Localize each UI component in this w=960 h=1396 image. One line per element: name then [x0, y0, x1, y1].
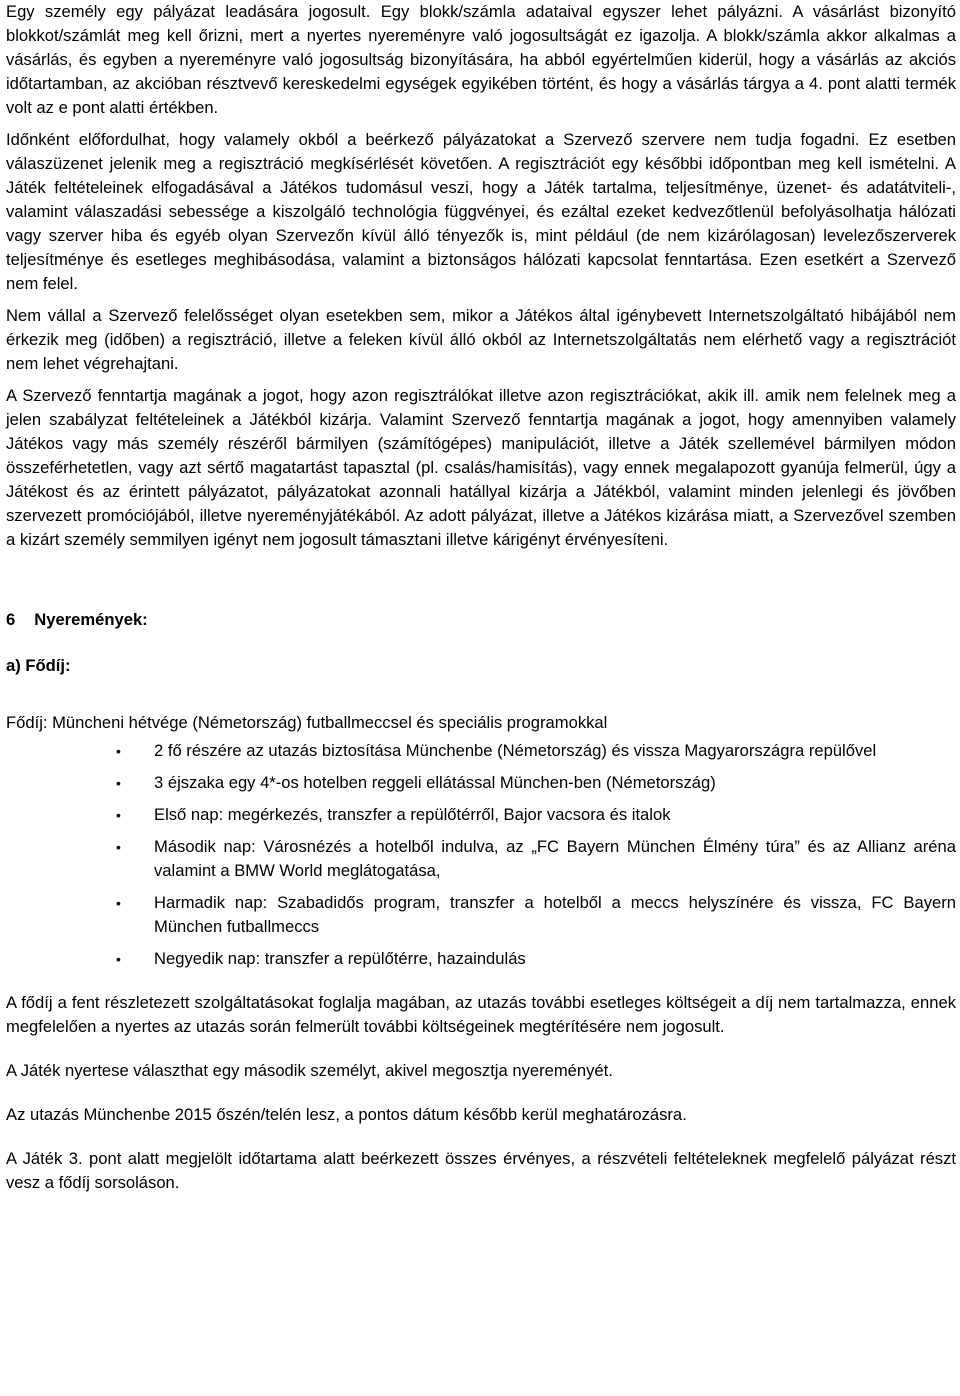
list-item: • 3 éjszaka egy 4*-os hotelben reggeli ellátással München-ben (Németország) — [6, 771, 956, 795]
list-item: • Második nap: Városnézés a hotelből indulva, az „FC Bayern München Élmény túra” és az Allianz aréna valamint a BMW World meglátogatása, — [116, 837, 956, 880]
document-body — [6, 0, 956, 1195]
section-heading — [6, 608, 956, 632]
list-item: • 2 fő részére az utazás biztosítása Münchenbe (Németország) és vissza Magyarországra repülővel — [6, 739, 956, 763]
paragraph-travel-date: Az utazás Münchenbe 2015 őszén/telén lesz, a pontos dátum később kerül meghatározásra. — [6, 1105, 687, 1124]
list-item: • Negyedik nap: transzfer a repülőtérre, hazaindulás — [6, 947, 956, 971]
paragraph-prize-costs: A fődíj a fent részletezett szolgáltatásokat foglalja magában, az utazás további esetleges költségeit a díj nem tartalmazza, ennek megfelelően a nyertes az utazás során felmerült további költségeinek megtérítésére nem jogosult. — [6, 993, 956, 1036]
subheading-main-prize: a) Fődíj: — [6, 656, 71, 675]
bullet-icon: • — [116, 895, 121, 911]
bullet-icon: • — [116, 775, 121, 791]
bullet-icon: • — [116, 807, 121, 823]
paragraph-draw-eligibility: A Játék 3. pont alatt megjelölt időtartama alatt beérkezett összes érvényes, a részvételi feltételeknek megfelelő pályázat részt vesz a fődíj sorsoláson. — [6, 1149, 956, 1192]
paragraph-exclusion-rights: A Szervező fenntartja magának a jogot, hogy azon regisztrálókat illetve azon regisztrációkat, akik ill. amik nem felelnek meg a jelen szabályzat feltételeinek a Játékból kizárja. Valamint Szervező fenntartja magának a jogot, hogy amennyiben valamely Játékos vagy más személy részéről bármilyen (számítógépes) manipulációt, illetve a Játék szellemével bármilyen módon összeférhetetlen, vagy azt sértő magatartást tapasztal (pl. csalás/hamisítás), vagy ennek megalapozott gyanúja felmerül, úgy a Játékost és az érintett pályázatot, pályázatokat azonnali hatállyal kizárja a Játékból, valamint minden jelenlegi és jövőben szervezett promóciójából, illetve nyereményjátékából. Az adott pályázat, illetve a Játékos kizárása miatt, a Szervezővel szemben a kizárt személy semmilyen igényt nem jogosult támasztani illetve kárigényt érvényesíteni. — [6, 386, 956, 549]
bullet-icon: • — [116, 743, 121, 759]
main-prize-intro: Fődíj: Müncheni hétvége (Németország) futballmeccsel és speciális programokkal — [6, 713, 608, 732]
paragraph-companion: A Játék nyertese választhat egy második személyt, akivel megosztja nyereményét. — [6, 1061, 613, 1080]
section-title: Nyeremények: — [34, 610, 148, 629]
bullet-icon: • — [116, 951, 121, 967]
list-item: • Harmadik nap: Szabadidős program, transzfer a hotelből a meccs helyszínére és vissza, FC Bayern München futballmeccs — [116, 893, 956, 936]
paragraph-isp-liability: Nem vállal a Szervező felelősséget olyan esetekben sem, mikor a Játékos által igénybevett Internetszolgáltató hibájából nem érkezik meg (időben) a regisztráció, illetve a feleken kívül álló okból az Internetszolgáltatás nem elérhető vagy a regisztrációt nem lehet végrehajtani. — [6, 306, 956, 373]
section-number: 6 — [6, 610, 16, 629]
prize-list — [6, 739, 956, 971]
bullet-icon: • — [116, 839, 121, 855]
list-item: • Első nap: megérkezés, transzfer a repülőtérről, Bajor vacsora és italok — [6, 803, 956, 827]
paragraph-server-issues: Időnként előfordulhat, hogy valamely okból a beérkező pályázatokat a Szervező szervere nem tudja fogadni. Ez esetben válaszüzenet jelenik meg a regisztráció megkísérlését követően. A regisztrációt egy későbbi időpontban meg kell ismételni. A Játék feltételeinek elfogadásával a Játékos tudomásul veszi, hogy a Játék tartalma, teljesítménye, üzenet- és adatátviteli-, valamint válaszadási sebessége a kiszolgáló technológia függvényei, és ezáltal ezeket kedvezőtlenül befolyásolhatja hálózati vagy szerver hiba és egyéb olyan Szervezőn kívül álló tényezők is, mint például (de nem kizárólagosan) levelezőszerverek teljesítménye és esetleges meghibásodása, valamint a biztonságos hálózati kapcsolat fenntartása. Ezen esetkért a Szervező nem felel. — [6, 130, 956, 293]
paragraph-eligibility: Egy személy egy pályázat leadására jogosult. Egy blokk/számla adataival egyszer lehet pályázni. A vásárlást bizonyító blokkot/számlát meg kell őrizni, mert a nyertes nyereményre való jogosultságát ez igazolja. A blokk/számla akkor alkalmas a vásárlás, és egyben a nyereményre való jogosultság bizonyítására, ha abból egyértelműen kiderül, hogy a vásárlás az akciós időtartamban, az akcióban résztvevő kereskedelmi egységek egyikében történt, és hogy a vásárlás tárgya a 4. pont alatti termék volt az e pont alatti értékben. — [6, 2, 956, 117]
